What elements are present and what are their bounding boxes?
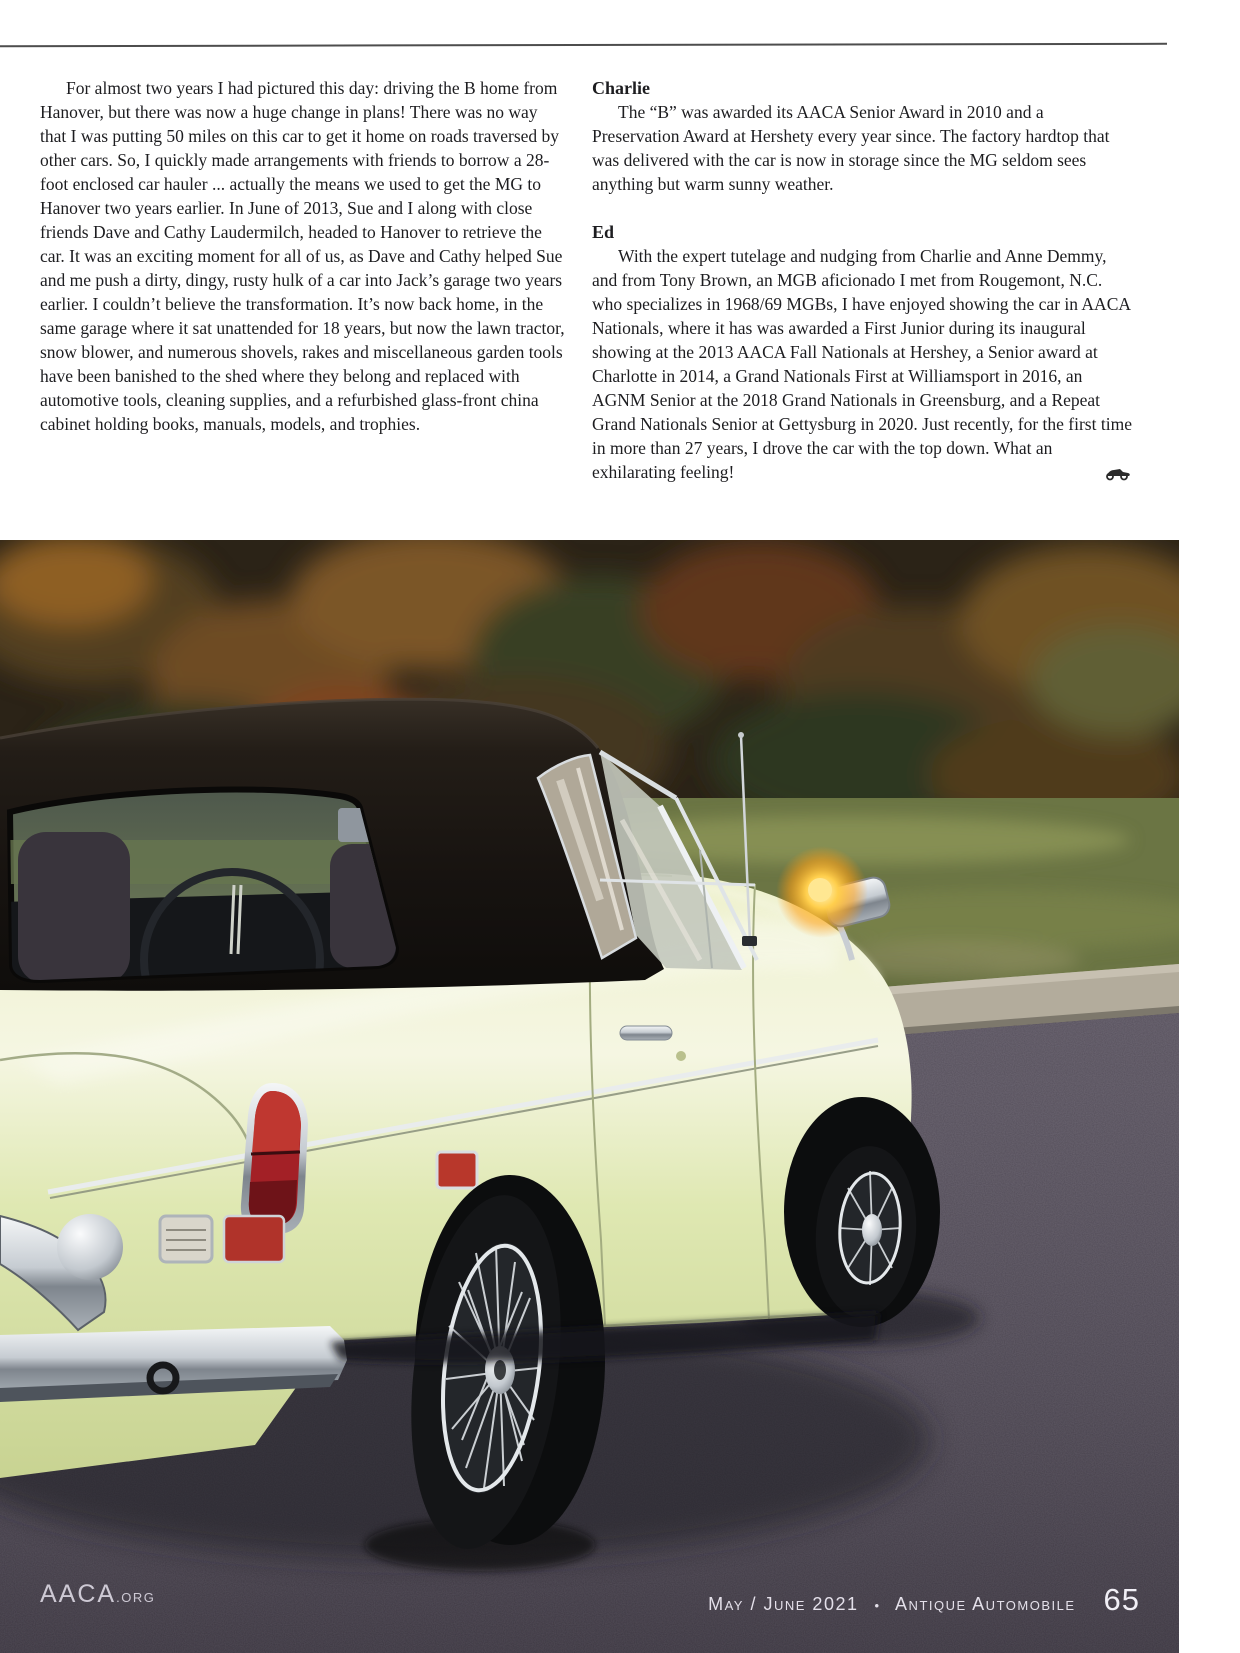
side-reflector: [437, 1152, 477, 1188]
reverse-lamp: [160, 1216, 212, 1262]
section-ed: [592, 220, 1132, 484]
footer-brand-suffix: .ORG: [116, 1590, 156, 1605]
headrest-left: [18, 832, 130, 984]
car-photo: [0, 540, 1179, 1653]
overrider-ball: [57, 1214, 123, 1280]
footer-issue-date: May / June 2021: [708, 1594, 859, 1614]
top-rule-divider: [0, 43, 1167, 47]
footer-brand: AACA: [40, 1580, 117, 1608]
article-left-column: [40, 76, 568, 436]
rear-reflector: [224, 1216, 284, 1262]
car-photo-illustration: [0, 540, 1179, 1653]
footer-site: [40, 1580, 155, 1609]
footer-page-number: 65: [1103, 1582, 1140, 1617]
front-knockoff: [862, 1214, 882, 1246]
section-heading-charlie: Charlie: [592, 78, 650, 98]
section-paragraph-charlie: The “B” was awarded its AACA Senior Award in 2010 and a Preservation Award at Hershety every year since. The factory hardtop that was delivered with the car is now in storage since the MG seldom sees anything but warm sunny weather.: [592, 102, 1110, 194]
article-right-column: [592, 76, 1132, 487]
section-heading-ed: Ed: [592, 222, 615, 242]
article-paragraph: For almost two years I had pictured this day: driving the B home from Hanover, but there was now a huge change in plans! There was no way that I was putting 50 miles on this car to get it home on roads traversed by other cars. So, I quickly made arrangements with friends to borrow a 28-foot enclosed car hauler ... actually the means we used to get the MG to Hanover two years earlier. In June of 2013, Sue and I along with close friends Dave and Cathy Laudermilch, headed to Hanover to retrieve the car. It was an exciting moment for all of us, as Dave and Cathy helped Sue and me push a dirty, dingy, rusty hulk of a car into Jack’s garage two years earlier. I couldn’t believe the transformation. It’s now back home, in the same garage where it sat unattended for 18 years, but now the lawn tractor, snow blower, and numerous shovels, rakes and miscellaneous garden tools have been banished to the shed where they belong and replaced with automotive tools, cleaning supplies, and a refurbished glass-front china cabinet holding books, manuals, models, and trophies.: [40, 78, 565, 434]
section-paragraph-ed-text: With the expert tutelage and nudging from Charlie and Anne Demmy, and from Tony Brown, an MGB aficionado I met from Rougemont, N.C. who specializes in 1968/69 MGBs, I have enjoyed showing the car in AACA Nationals, where it has was awarded a First Junior during its inaugural showing at the 2013 AACA Fall Nationals at Hershey, a Senior award at Charlotte in 2014, a Grand Nationals First at Williamsport in 2016, an AGNM Senior at the 2018 Grand Nationals in Greensburg, and a Repeat Grand Nationals Senior at Gettysburg in 2020. Just recently, for the first time in more than 27 years, I drove the car with the top down. What an exhilarating feeling!: [592, 246, 1132, 482]
section-paragraph-ed: [592, 244, 1132, 484]
footer-bullet-separator: •: [874, 1598, 880, 1613]
end-of-article-car-icon: [1076, 463, 1132, 487]
taillight: [241, 1083, 308, 1234]
footer-issue-line: [600, 1582, 1140, 1618]
footer-magazine-title: Antique Automobile: [895, 1594, 1076, 1614]
section-charlie: [592, 76, 1132, 196]
